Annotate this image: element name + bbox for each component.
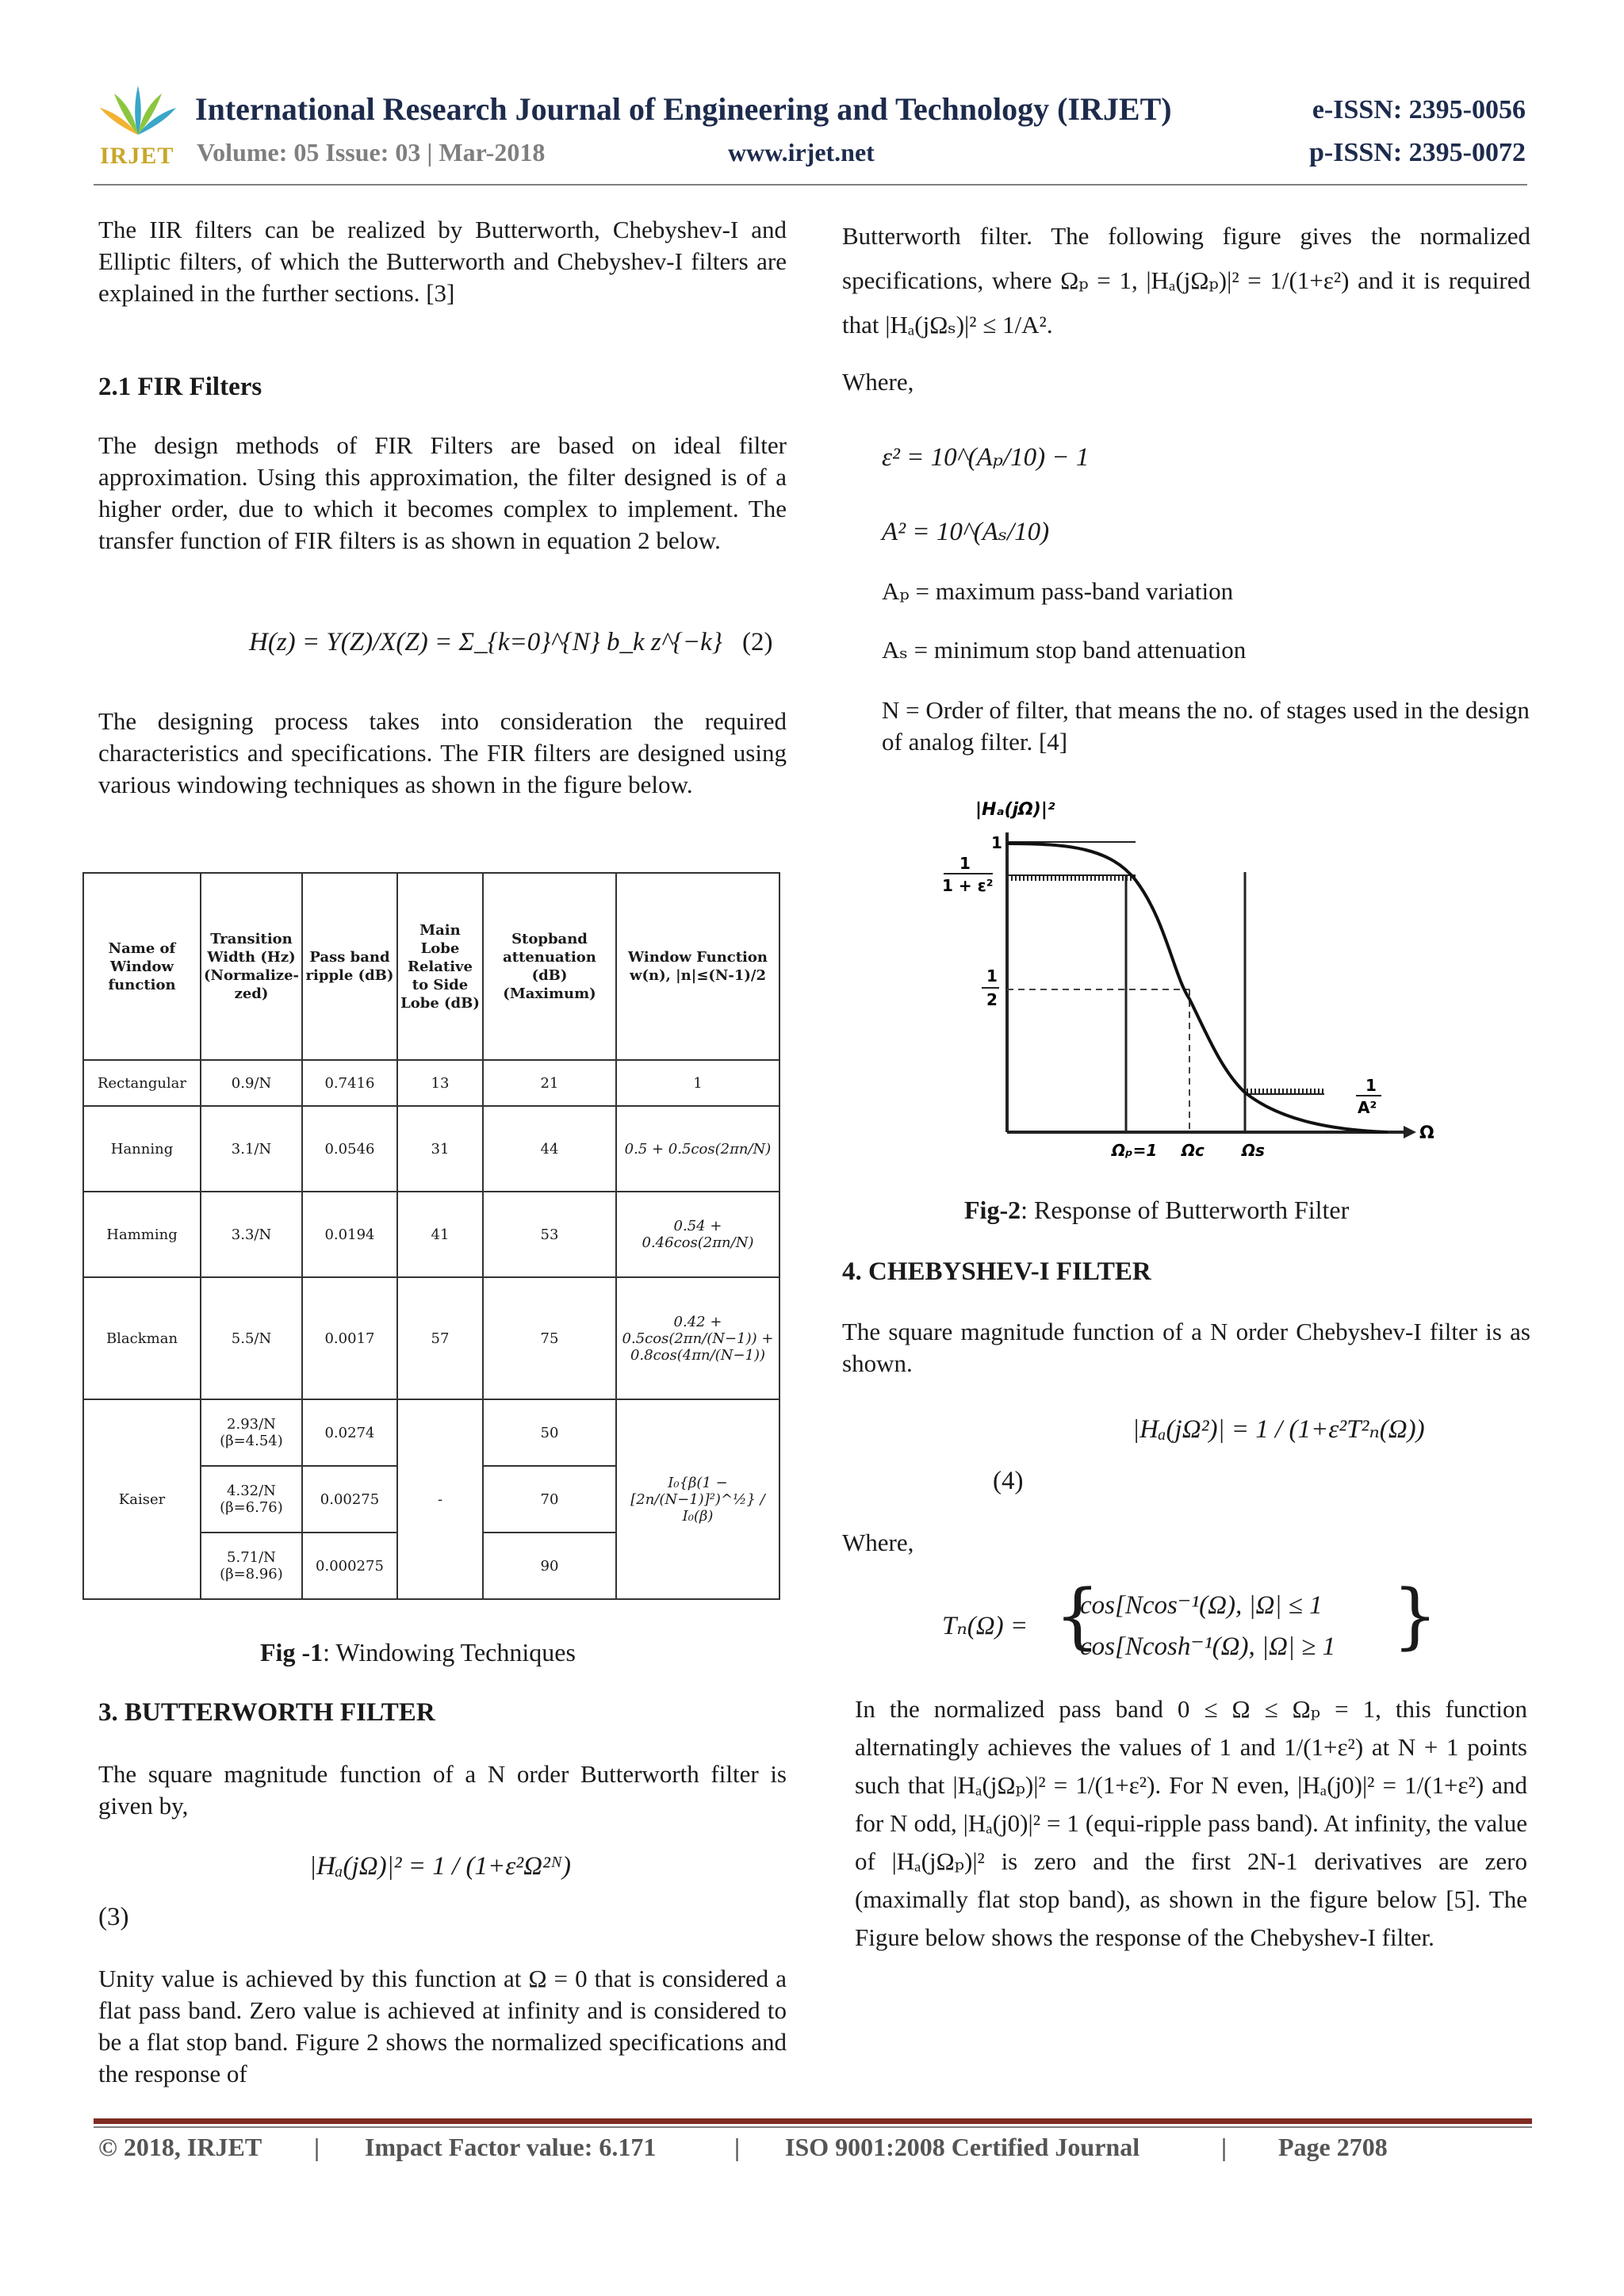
tn-lhs: Tₙ(Ω) = bbox=[942, 1612, 1028, 1640]
table-cell: 0.54 + 0.46cos(2πn/N) bbox=[616, 1192, 779, 1277]
table-cell: 70 bbox=[483, 1466, 616, 1533]
volume-info: Volume: 05 Issue: 03 | Mar-2018 bbox=[197, 138, 546, 166]
n-definition: N = Order of filter, that means the no. of stages used in the design of analog filter. [4] bbox=[882, 696, 1530, 756]
fir-heading: 2.1 FIR Filters bbox=[98, 373, 262, 401]
table-header: Window Function w(n), |n|≤(N-1)/2 bbox=[616, 873, 779, 1060]
eissn: e-ISSN: 2395-0056 bbox=[1312, 95, 1526, 124]
footer-separator: | bbox=[1221, 2133, 1228, 2161]
where-label-1: Where, bbox=[842, 368, 914, 396]
tn-brace-left: { bbox=[1055, 1575, 1101, 1658]
table-cell: 0.0546 bbox=[302, 1106, 397, 1192]
as-definition: Aₛ = minimum stop band attenuation bbox=[882, 636, 1247, 664]
fig2-caption: Fig-2: Response of Butterworth Filter bbox=[964, 1196, 1350, 1224]
tick-one: 1 bbox=[991, 833, 1002, 852]
butterworth-heading: 3. BUTTERWORTH FILTER bbox=[98, 1698, 435, 1727]
table-header: Name of Window function bbox=[83, 873, 201, 1060]
table-cell: 44 bbox=[483, 1106, 616, 1192]
a-squared-equation: A² = 10^(Aₛ/10) bbox=[882, 518, 1050, 546]
logo-text: IRJET bbox=[100, 143, 174, 169]
table-cell: 90 bbox=[483, 1533, 616, 1599]
y-axis-label: |Hₐ(jΩ)|² bbox=[975, 800, 1055, 820]
butterworth-response-figure bbox=[928, 793, 1435, 1165]
footer-impact-factor: Impact Factor value: 6.171 bbox=[365, 2133, 657, 2161]
table-header: Stopband attenuation (dB) (Maximum) bbox=[483, 873, 616, 1060]
where-label-2: Where, bbox=[842, 1529, 914, 1556]
table-cell: Hamming bbox=[83, 1192, 201, 1277]
unity-paragraph: Unity value is achieved by this function at Ω = 0 that is considered a flat pass band. Zero value is achieved at infinity and is considered to be a flat stop band. Figure 2 shows the normalized specifications and the response of bbox=[98, 1965, 787, 2087]
x-omega-p: Ωₚ=1 bbox=[1112, 1141, 1158, 1160]
equation-3-number: (3) bbox=[98, 1903, 129, 1931]
table-cell: 41 bbox=[397, 1192, 483, 1277]
table-cell: 0.42 + 0.5cos(2πn/(N−1)) + 0.8cos(4πn/(N−1)) bbox=[616, 1277, 779, 1399]
table-cell: 2.93/N (β=4.54) bbox=[201, 1399, 302, 1466]
table-cell: 0.7416 bbox=[302, 1060, 397, 1106]
table-row bbox=[83, 1106, 779, 1192]
tn-line-1: cos[Ncos⁻¹(Ω), |Ω| ≤ 1 bbox=[1080, 1591, 1323, 1620]
table-header: Main Lobe Relative to Side Lobe (dB) bbox=[397, 873, 483, 1060]
table-cell: 13 bbox=[397, 1060, 483, 1106]
chebyshev-heading: 4. CHEBYSHEV-I FILTER bbox=[842, 1257, 1151, 1286]
windowing-table bbox=[82, 872, 780, 1600]
equation-3: |Hₐ(jΩ)|² = 1 / (1+ε²Ω²ᴺ) bbox=[309, 1852, 572, 1881]
fig1-caption: Fig -1: Windowing Techniques bbox=[260, 1638, 576, 1667]
epsilon-equation: ε² = 10^(Aₚ/10) − 1 bbox=[882, 443, 1090, 472]
x-axis-label: Ω bbox=[1419, 1123, 1434, 1143]
table-header: Transition Width (Hz) (Normalize-zed) bbox=[201, 873, 302, 1060]
table-cell: 57 bbox=[397, 1277, 483, 1399]
table-cell: 3.3/N bbox=[201, 1192, 302, 1277]
footer-iso: ISO 9001:2008 Certified Journal bbox=[785, 2133, 1140, 2161]
footer-copyright: © 2018, IRJET bbox=[98, 2133, 262, 2161]
x-axis-arrow bbox=[1404, 1126, 1416, 1138]
butterworth-paragraph: The square magnitude function of a N order Butterworth filter is given by, bbox=[98, 1760, 787, 1820]
table-cell: 0.0194 bbox=[302, 1192, 397, 1277]
fir-paragraph: The design methods of FIR Filters are based on ideal filter approximation. Using this approximation, the filter designed is of a higher order, due to which it becomes complex to implement. The transfer function of FIR filters is as shown in equation 2 below. bbox=[98, 431, 787, 554]
table-cell: Kaiser bbox=[83, 1399, 201, 1599]
table-cell: 0.9/N bbox=[201, 1060, 302, 1106]
table-cell: 5.71/N (β=8.96) bbox=[201, 1533, 302, 1599]
table-cell: 75 bbox=[483, 1277, 616, 1399]
table-cell: Rectangular bbox=[83, 1060, 201, 1106]
equation-2-number: (2) bbox=[742, 628, 773, 656]
chebyshev-paragraph: The square magnitude function of a N order Chebyshev-I filter is as shown. bbox=[842, 1318, 1530, 1377]
equation-4: |Hₐ(jΩ²)| = 1 / (1+ε²T²ₙ(Ω)) bbox=[1132, 1415, 1425, 1444]
x-omega-c: Ωc bbox=[1182, 1141, 1205, 1160]
table-cell: 53 bbox=[483, 1192, 616, 1277]
tn-brace-right: } bbox=[1392, 1575, 1438, 1658]
table-cell: I₀{β(1 − [2n/(N−1)]²)^½} / I₀(β) bbox=[616, 1399, 779, 1599]
table-cell: 21 bbox=[483, 1060, 616, 1106]
footer-separator: | bbox=[314, 2133, 320, 2161]
table-cell: 31 bbox=[397, 1106, 483, 1192]
chebyshev-final-paragraph: In the normalized pass band 0 ≤ Ω ≤ Ωₚ = 1, this function alternatingly achieves the values of 1 and 1/(1+ε²) at N + 1 points such that |Hₐ(jΩₚ)|² = 1/(1+ε²). For N even, |Hₐ(j0)|² = 1/(1+ε²) and for N odd, |Hₐ(j0)|² = 1 (equi-ripple pass band). At infinity, the value of |Hₐ(jΩₚ)|² is zero and the first 2N-1 derivatives are zero (maximally flat stop band), as shown in the figure below [5]. The Figure below shows the response of the Chebyshev-I filter. bbox=[855, 1695, 1527, 1951]
equation-4-number: (4) bbox=[993, 1467, 1024, 1495]
header-divider bbox=[94, 184, 1527, 186]
tick-half-den: 2 bbox=[986, 990, 998, 1009]
footer-rule-thin bbox=[94, 2126, 1532, 2128]
x-omega-s: Ωs bbox=[1242, 1141, 1265, 1160]
table-row bbox=[83, 1192, 779, 1277]
footer-page-number: Page 2708 bbox=[1278, 2133, 1388, 2161]
table-cell: Hanning bbox=[83, 1106, 201, 1192]
table-row bbox=[83, 1399, 779, 1466]
stop-num: 1 bbox=[1365, 1076, 1377, 1095]
footer-separator: | bbox=[734, 2133, 741, 2161]
website-link[interactable]: www.irjet.net bbox=[728, 138, 875, 166]
table-cell: 0.0274 bbox=[302, 1399, 397, 1466]
stop-den: A² bbox=[1358, 1098, 1377, 1117]
irjet-logo bbox=[94, 79, 182, 169]
tick-half-num: 1 bbox=[986, 966, 998, 985]
table-cell: 0.00275 bbox=[302, 1466, 397, 1533]
table-cell: 5.5/N bbox=[201, 1277, 302, 1399]
tick-eps-num: 1 bbox=[959, 854, 971, 873]
table-header: Pass band ripple (dB) bbox=[302, 873, 397, 1060]
table-cell: 3.1/N bbox=[201, 1106, 302, 1192]
table-cell: 0.000275 bbox=[302, 1533, 397, 1599]
table-cell: - bbox=[397, 1399, 483, 1599]
table-cell: 50 bbox=[483, 1399, 616, 1466]
response-curve bbox=[1007, 844, 1388, 1132]
butterworth-cont-paragraph: Butterworth filter. The following figure gives the normalized specifications, where Ωₚ = 1, |Hₐ(jΩₚ)|² = 1/(1+ε²) and it is required that |Hₐ(jΩₛ)|² ≤ 1/A². bbox=[842, 222, 1530, 339]
table-cell: 0.0017 bbox=[302, 1277, 397, 1399]
table-row bbox=[83, 1277, 779, 1399]
table-row bbox=[83, 1060, 779, 1106]
table-cell: 1 bbox=[616, 1060, 779, 1106]
tick-eps-den: 1 + ε² bbox=[942, 876, 994, 895]
equation-2: H(z) = Y(Z)/X(Z) = Σ_{k=0}^{N} b_k z^{−k} bbox=[249, 628, 722, 656]
footer-rule-thick bbox=[94, 2118, 1532, 2124]
tn-line-2: cos[Ncosh⁻¹(Ω), |Ω| ≥ 1 bbox=[1080, 1632, 1336, 1661]
ap-definition: Aₚ = maximum pass-band variation bbox=[882, 577, 1234, 605]
journal-title: International Research Journal of Engineering and Technology (IRJET) bbox=[195, 91, 1172, 127]
pissn: p-ISSN: 2395-0072 bbox=[1309, 138, 1526, 167]
table-cell: 0.5 + 0.5cos(2πn/N) bbox=[616, 1106, 779, 1192]
table-cell: Blackman bbox=[83, 1277, 201, 1399]
table-cell: 4.32/N (β=6.76) bbox=[201, 1466, 302, 1533]
design-paragraph: The designing process takes into consideration the required characteristics and specifications. The FIR filters are designed using various windowing techniques as shown in the figure below. bbox=[98, 707, 787, 798]
intro-paragraph: The IIR filters can be realized by Butterworth, Chebyshev-I and Elliptic filters, of which the Butterworth and Chebyshev-I filters are explained in the further sections. [3] bbox=[98, 216, 787, 307]
